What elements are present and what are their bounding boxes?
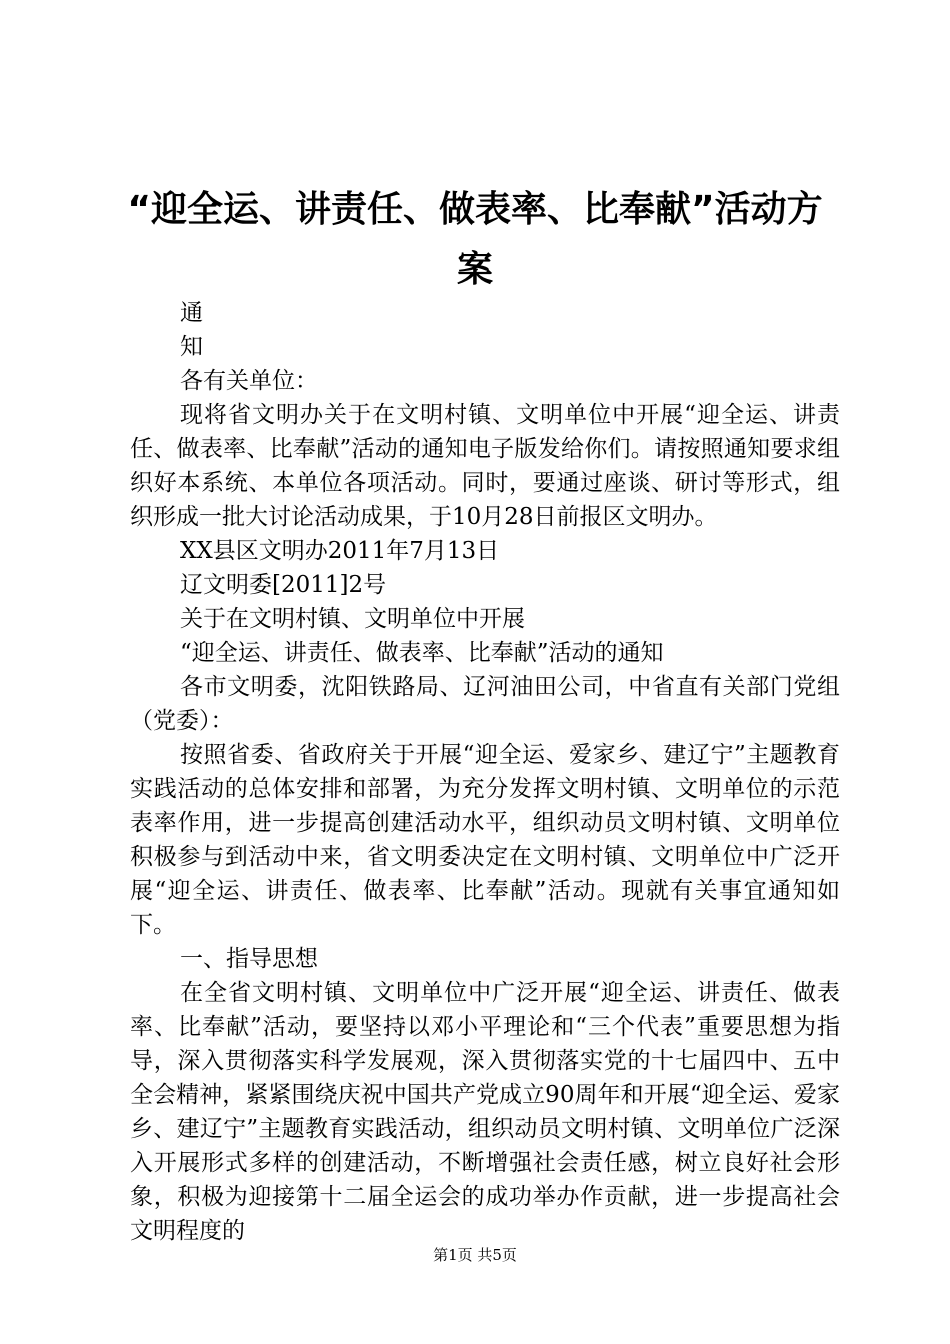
paragraph-notice-char-2: 知 <box>180 334 203 360</box>
section-heading-guiding-ideology: 一、指导思想 <box>180 946 318 972</box>
document-title: “迎全运、讲责任、做表率、比奉献”活动方案 <box>127 189 823 290</box>
paragraph-issuer-date: XX县区文明办2011年7月13日 <box>180 538 500 564</box>
document-body <box>130 296 840 1248</box>
paragraph-document-number: 辽文明委[2011]2号 <box>180 572 387 598</box>
paragraph-forward-notice: 现将省文明办关于在文明村镇、文明单位中开展“迎全运、讲责任、做表率、比奉献”活动的通知电子版发给你们。请按照通知要求组织好本系统、本单位各项活动。同时，要通过座谈、研讨等形式，组织形成一批大讨论活动成果，于10月28日前报区文明办。 <box>130 402 840 530</box>
page-footer: 第1页 共5页 <box>433 1246 517 1264</box>
paragraph-notice-char-1: 通 <box>180 300 203 326</box>
paragraph-salutation: 各有关单位： <box>180 368 318 394</box>
paragraph-guiding-ideology: 在全省文明村镇、文明单位中广泛开展“迎全运、讲责任、做表率、比奉献”活动，要坚持以邓小平理论和“三个代表”重要思想为指导，深入贯彻落实科学发展观，深入贯彻落实党的十七届四中、五中全会精神，紧紧围绕庆祝中国共产党成立90周年和开展“迎全运、爱家乡、建辽宁”主题教育实践活动，组织动员文明村镇、文明单位广泛深入开展形式多样的创建活动，不断增强社会责任感，树立良好社会形象，积极为迎接第十二届全运会的成功举办作贡献，进一步提高社会文明程度的 <box>130 980 840 1244</box>
paragraph-recipients: 各市文明委，沈阳铁路局、辽河油田公司，中省直有关部门党组（党委）： <box>130 674 840 734</box>
paragraph-notice-title-line-2: “迎全运、讲责任、做表率、比奉献”活动的通知 <box>180 640 664 666</box>
paragraph-introduction: 按照省委、省政府关于开展“迎全运、爱家乡、建辽宁”主题教育实践活动的总体安排和部署，为充分发挥文明村镇、文明单位的示范表率作用，进一步提高创建活动水平，组织动员文明村镇、文明单位积极参与到活动中来，省文明委决定在文明村镇、文明单位中广泛开展“迎全运、讲责任、做表率、比奉献”活动。现就有关事宜通知如下。 <box>130 742 840 938</box>
paragraph-notice-title-line-1: 关于在文明村镇、文明单位中开展 <box>180 606 525 632</box>
